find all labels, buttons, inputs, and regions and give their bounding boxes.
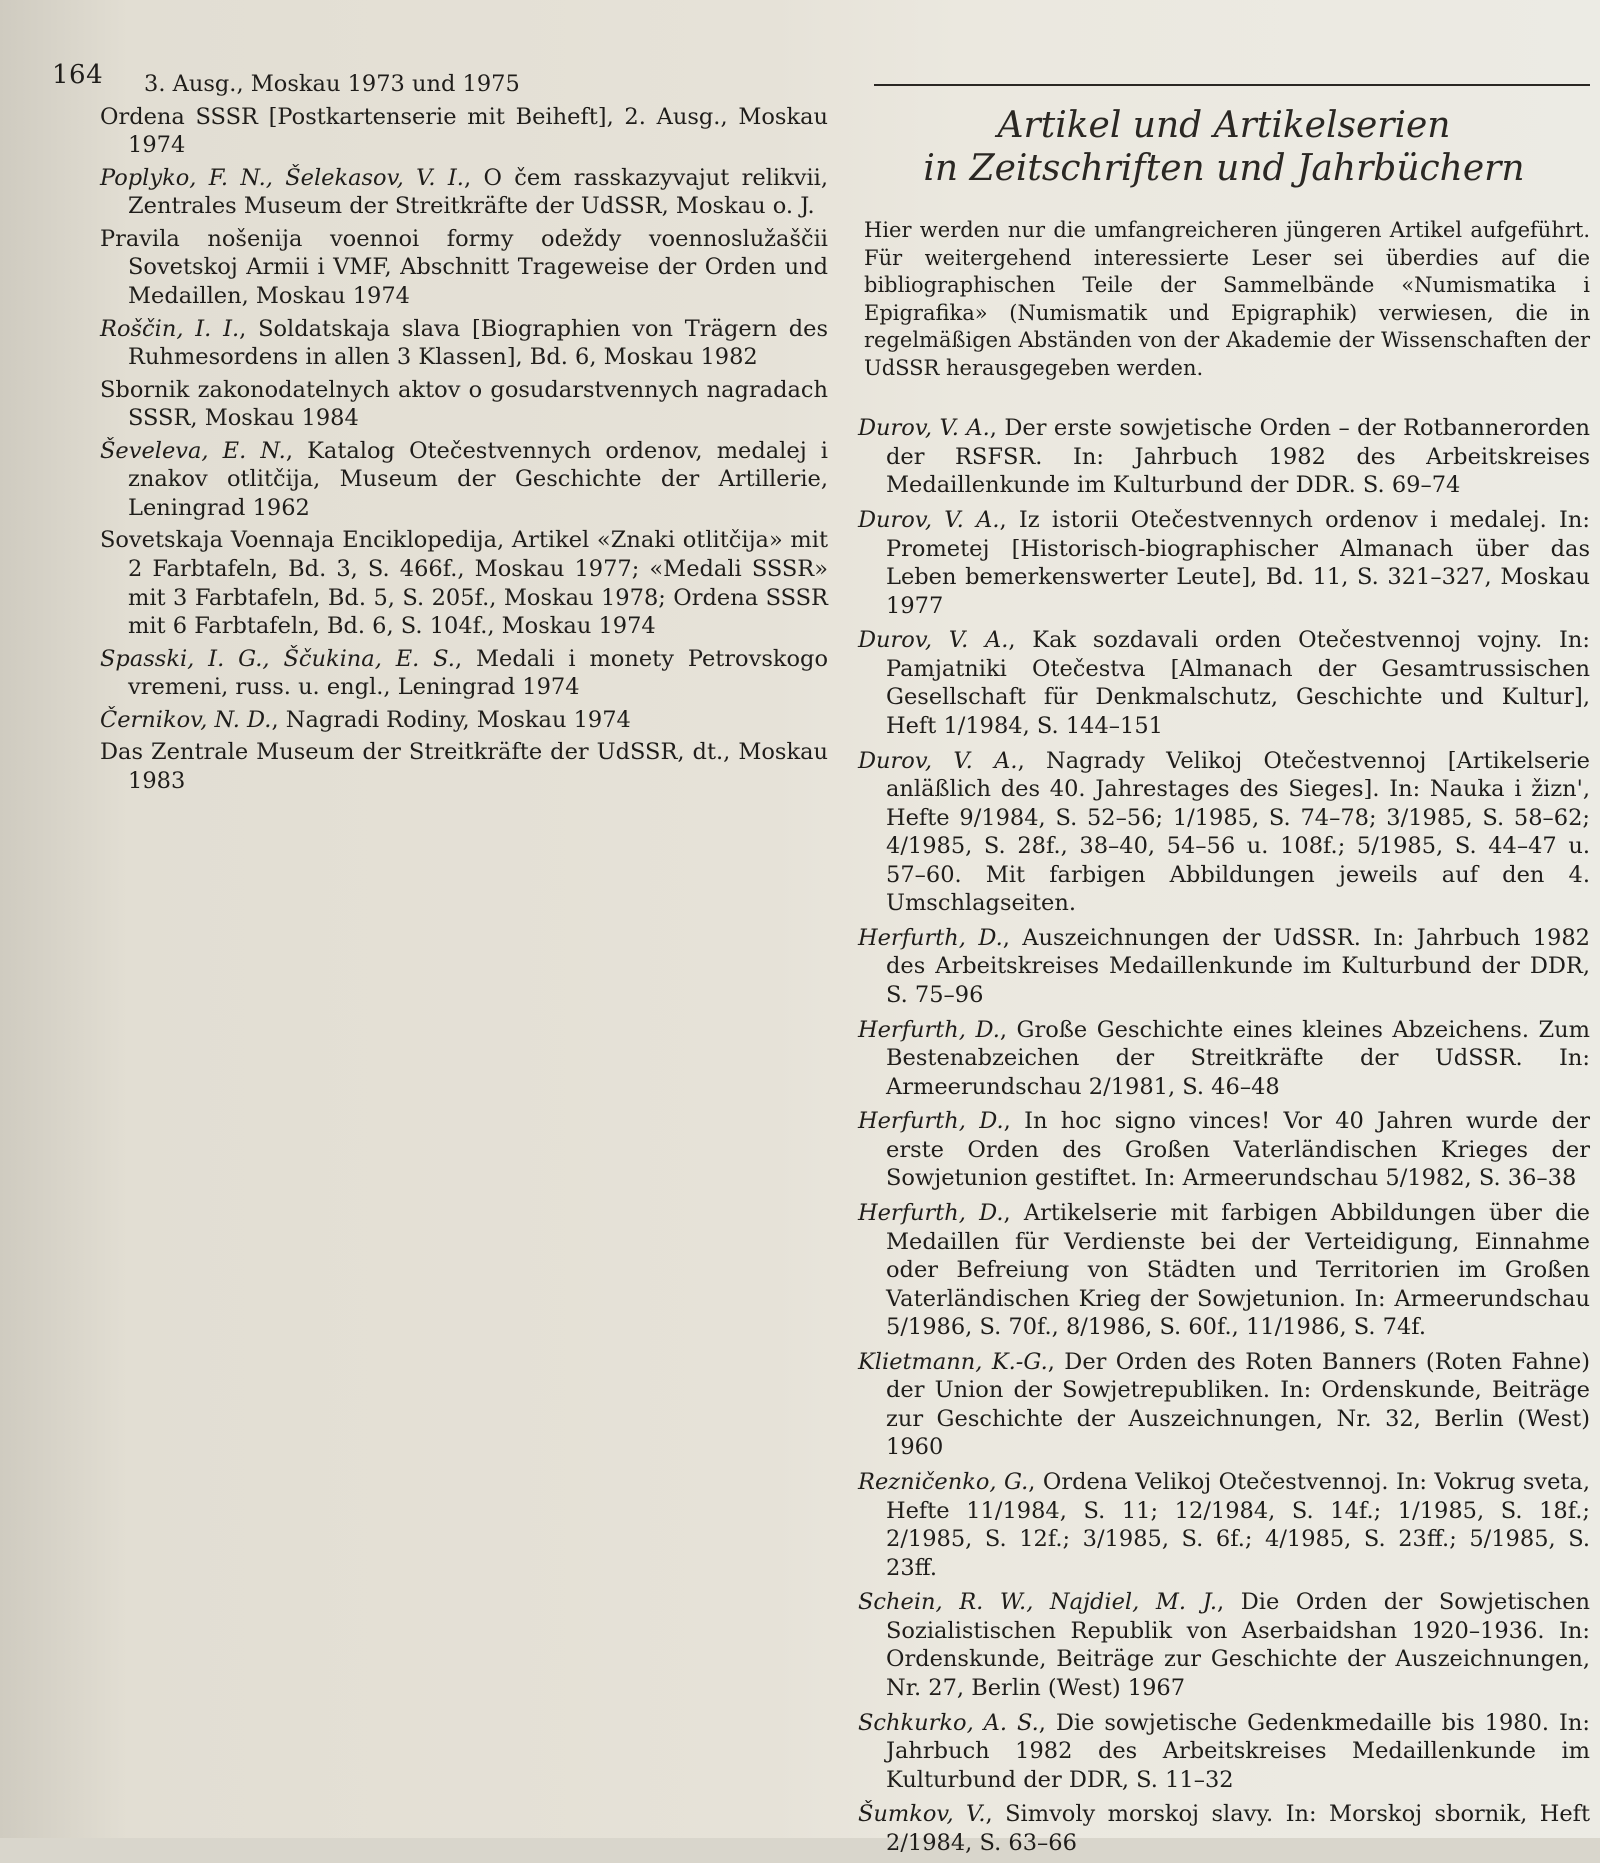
bibliography-entry bbox=[858, 1588, 1590, 1702]
entry-text: Sbornik zakonodatelnych aktov o gosudarstvennych nagradach SSSR, Moskau 1984 bbox=[100, 376, 828, 432]
bibliography-entry bbox=[100, 706, 828, 735]
entry-text: , In hoc signo vinces! Vor 40 Jahren wurde der erste Orden des Großen Vaterländischen Krieges der Sowjetunion gestiftet. In: Armeerundschau 5/1982, S. 36–38 bbox=[886, 1108, 1590, 1192]
entry-text: , Die sowjetische Gedenkmedaille bis 1980. In: Jahrbuch 1982 des Arbeitskreises Medaillenkunde im Kulturbund der DDR, S. 11–32 bbox=[886, 1709, 1590, 1793]
page-number: 164 bbox=[52, 60, 104, 90]
bibliography-entry bbox=[858, 1199, 1590, 1342]
entry-author: Herfurth, D. bbox=[858, 924, 1003, 951]
bibliography-entry bbox=[858, 1709, 1590, 1795]
entry-author: Herfurth, D. bbox=[858, 1016, 1000, 1043]
bibliography-entry bbox=[858, 414, 1590, 500]
bibliography-entry bbox=[100, 315, 828, 372]
entry-text: , O čem rasskazyvajut relikvii, Zentrales Museum der Streitkräfte der UdSSR, Moskau o. J. bbox=[128, 164, 828, 220]
entry-author: Poplyko, F. N., Šelekasov, V. I. bbox=[100, 164, 464, 191]
entry-text: Pravila nošenija voennoi formy odeždy voennoslužaščii Sovetskoj Armii i VMF, Abschnitt Trageweise der Orden und Medaillen, Moskau 1974 bbox=[100, 225, 828, 309]
bibliography-entry bbox=[858, 1348, 1590, 1462]
right-entries-list bbox=[858, 414, 1590, 1857]
section-heading bbox=[858, 104, 1590, 192]
bibliography-right-column bbox=[858, 84, 1590, 1863]
bibliography-entry bbox=[100, 70, 828, 99]
entry-author: Durov, V. A. bbox=[858, 415, 990, 442]
bibliography-entry bbox=[100, 225, 828, 311]
entry-author: Rezničenko, G. bbox=[858, 1469, 1029, 1495]
entry-text: , Große Geschichte eines kleines Abzeichens. Zum Bestenabzeichen der Streitkräfte der UdSSR. In: Armeerundschau 2/1981, S. 46–48 bbox=[886, 1016, 1590, 1100]
entry-author: Herfurth, D. bbox=[858, 1199, 1004, 1226]
entry-text: , Ordena Velikoj Otečestvennoj. In: Vokrug sveta, Hefte 11/1984, S. 11; 12/1984, S. 14f.; 1/1985, S. 18f.; 2/1985, S. 12f.; 3/1985, S. 6f.; 4/1985, S. 23ff.; 5/1985, S. 23ff. bbox=[886, 1469, 1591, 1581]
entry-author: Herfurth, D. bbox=[858, 1108, 1004, 1135]
entry-author: Roščin, I. I. bbox=[100, 315, 240, 342]
entry-text: , Artikelserie mit farbigen Abbildungen über die Medaillen für Verdienste bei der Verteidigung, Einnahme oder Befreiung von Städten und Territorien im Großen Vaterländischen Krieg der Sowjetunion. In: Armeerundschau 5/1986, S. 70f., 8/1986, S. 60f., 11/1986, S. 74f. bbox=[886, 1199, 1590, 1341]
entry-text: , Medali i monety Petrovskogo vremeni, russ. u. engl., Leningrad 1974 bbox=[128, 645, 828, 701]
entry-text: Sovetskaja Voennaja Enciklopedija, Artikel «Znaki otlitčija» mit 2 Farbtafeln, Bd. 3, S. 466f., Moskau 1977; «Medali SSSR» mit 3 Farbtafeln, Bd. 5, S. 205f., Moskau 1978; Ordena SSSR mit 6 Farbtafeln, Bd. 6, S. 104f., Moskau 1974 bbox=[100, 527, 828, 640]
entry-text: 3. Ausg., Moskau 1973 und 1975 bbox=[144, 71, 520, 97]
entry-author: Spasski, I. G., Ščukina, E. S. bbox=[100, 645, 455, 672]
entry-text: , Nagradi Rodiny, Moskau 1974 bbox=[271, 706, 631, 733]
bibliography-entry bbox=[100, 645, 828, 702]
entry-text: Ordena SSSR [Postkartenserie mit Beiheft], 2. Ausg., Moskau 1974 bbox=[100, 103, 828, 159]
entry-text: , Der Orden des Roten Banners (Roten Fahne) der Union der Sowjetrepubliken. In: Ordenskunde, Beiträge zur Geschichte der Auszeichnungen, Nr. 32, Berlin (West) 1960 bbox=[886, 1348, 1591, 1461]
bibliography-entry bbox=[858, 747, 1590, 918]
entry-author: Durov, V. A. bbox=[858, 747, 1018, 774]
entry-author: Schkurko, A. S. bbox=[858, 1709, 1039, 1736]
bibliography-entry bbox=[858, 1468, 1590, 1582]
entry-author: Durov, V. A. bbox=[858, 507, 1000, 533]
entry-author: Černikov, N. D. bbox=[100, 706, 272, 733]
entry-author: Schein, R. W., Najdiel, M. J. bbox=[858, 1589, 1217, 1616]
bibliography-entry bbox=[858, 626, 1590, 740]
bibliography-entry bbox=[858, 1107, 1590, 1193]
entry-text: , Simvoly morskoj slavy. In: Morskoj sbornik, Heft 2/1984, S. 63–66 bbox=[886, 1801, 1590, 1856]
entry-text: , Kak sozdavali orden Otečestvennoj vojny. In: Pamjatniki Otečestva [Almanach der Gesamtrussischen Gesellschaft für Denkmalschutz, Geschichte und Kultur], Heft 1/1984, S. 144–151 bbox=[886, 627, 1590, 739]
bibliography-entry bbox=[100, 738, 828, 795]
entry-text: , Der erste sowjetische Orden – der Rotbannerorden der RSFSR. In: Jahrbuch 1982 des Arbeitskreises Medaillenkunde im Kulturbund der DDR. S. 69–74 bbox=[886, 415, 1590, 499]
entry-text: , Auszeichnungen der UdSSR. In: Jahrbuch 1982 des Arbeitskreises Medaillenkunde im Kulturbund der DDR, S. 75–96 bbox=[886, 924, 1590, 1008]
section-rule bbox=[874, 84, 1590, 86]
bibliography-entry bbox=[858, 924, 1590, 1010]
entry-author: Klietmann, K.-G. bbox=[858, 1348, 1048, 1375]
section-heading-line-2: in Zeitschriften und Jahrbüchern bbox=[923, 148, 1525, 190]
entry-text: , Katalog Otečestvennych ordenov, medalej i znakov otlitčija, Museum der Geschichte der Artillerie, Leningrad 1962 bbox=[128, 437, 829, 521]
entry-text: , Nagrady Velikoj Otečestvennoj [Artikelserie anläßlich des 40. Jahrestages des Sieges]. In: Nauka i žizn', Hefte 9/1984, S. 52–56; 1/1985, S. 74–78; 3/1985, S. 58–62; 4/1985, S. 28f., 38–40, 54–56 u. 108f.; 5/1985, S. 44–47 u. 57–60. Mit farbigen Abbildungen jeweils auf den 4. Umschlagseiten. bbox=[886, 747, 1591, 917]
section-intro: Hier werden nur die umfangreicheren jüngeren Artikel aufgeführt. Für weitergehend interessierte Leser sei überdies auf die bibliographischen Teile der Sammelbände «Numismatika i Epigrafika» (Numismatik und Epigraphik) verwiesen, die in regelmäßigen Abständen von der Akademie der Wissenschaften der UdSSR herausgegeben werden. bbox=[864, 218, 1590, 380]
entry-text: , Iz istorii Otečestvennych ordenov i medalej. In: Prometej [Historisch-biographischer Almanach über das Leben bemerkenswerter Leute], Bd. 11, S. 321–327, Moskau 1977 bbox=[886, 507, 1590, 619]
bibliography-entry bbox=[100, 103, 828, 160]
bibliography-entry bbox=[858, 1800, 1590, 1857]
bibliography-entry bbox=[100, 164, 828, 221]
entry-text: Das Zentrale Museum der Streitkräfte der UdSSR, dt., Moskau 1983 bbox=[100, 739, 828, 794]
entry-author: Ševeleva, E. N. bbox=[100, 437, 286, 464]
bibliography-entry bbox=[858, 1016, 1590, 1102]
bibliography-left-column bbox=[100, 70, 828, 800]
entry-text: , Die Orden der Sowjetischen Sozialistischen Republik von Aserbaidshan 1920–1936. In: Ordenskunde, Beiträge zur Geschichte der Auszeichnungen, Nr. 27, Berlin (West) 1967 bbox=[886, 1589, 1591, 1701]
bibliography-entry bbox=[100, 526, 828, 640]
section-heading-line-1: Artikel und Artikelserien bbox=[997, 104, 1451, 146]
bibliography-entry bbox=[100, 376, 828, 433]
entry-author: Šumkov, V. bbox=[858, 1801, 986, 1828]
entry-author: Durov, V. A. bbox=[858, 627, 1009, 654]
bibliography-entry bbox=[100, 437, 828, 523]
entry-text: , Soldatskaja slava [Biographien von Trägern des Ruhmesordens in allen 3 Klassen], Bd. 6, Moskau 1982 bbox=[128, 315, 829, 371]
bibliography-entry bbox=[858, 506, 1590, 620]
